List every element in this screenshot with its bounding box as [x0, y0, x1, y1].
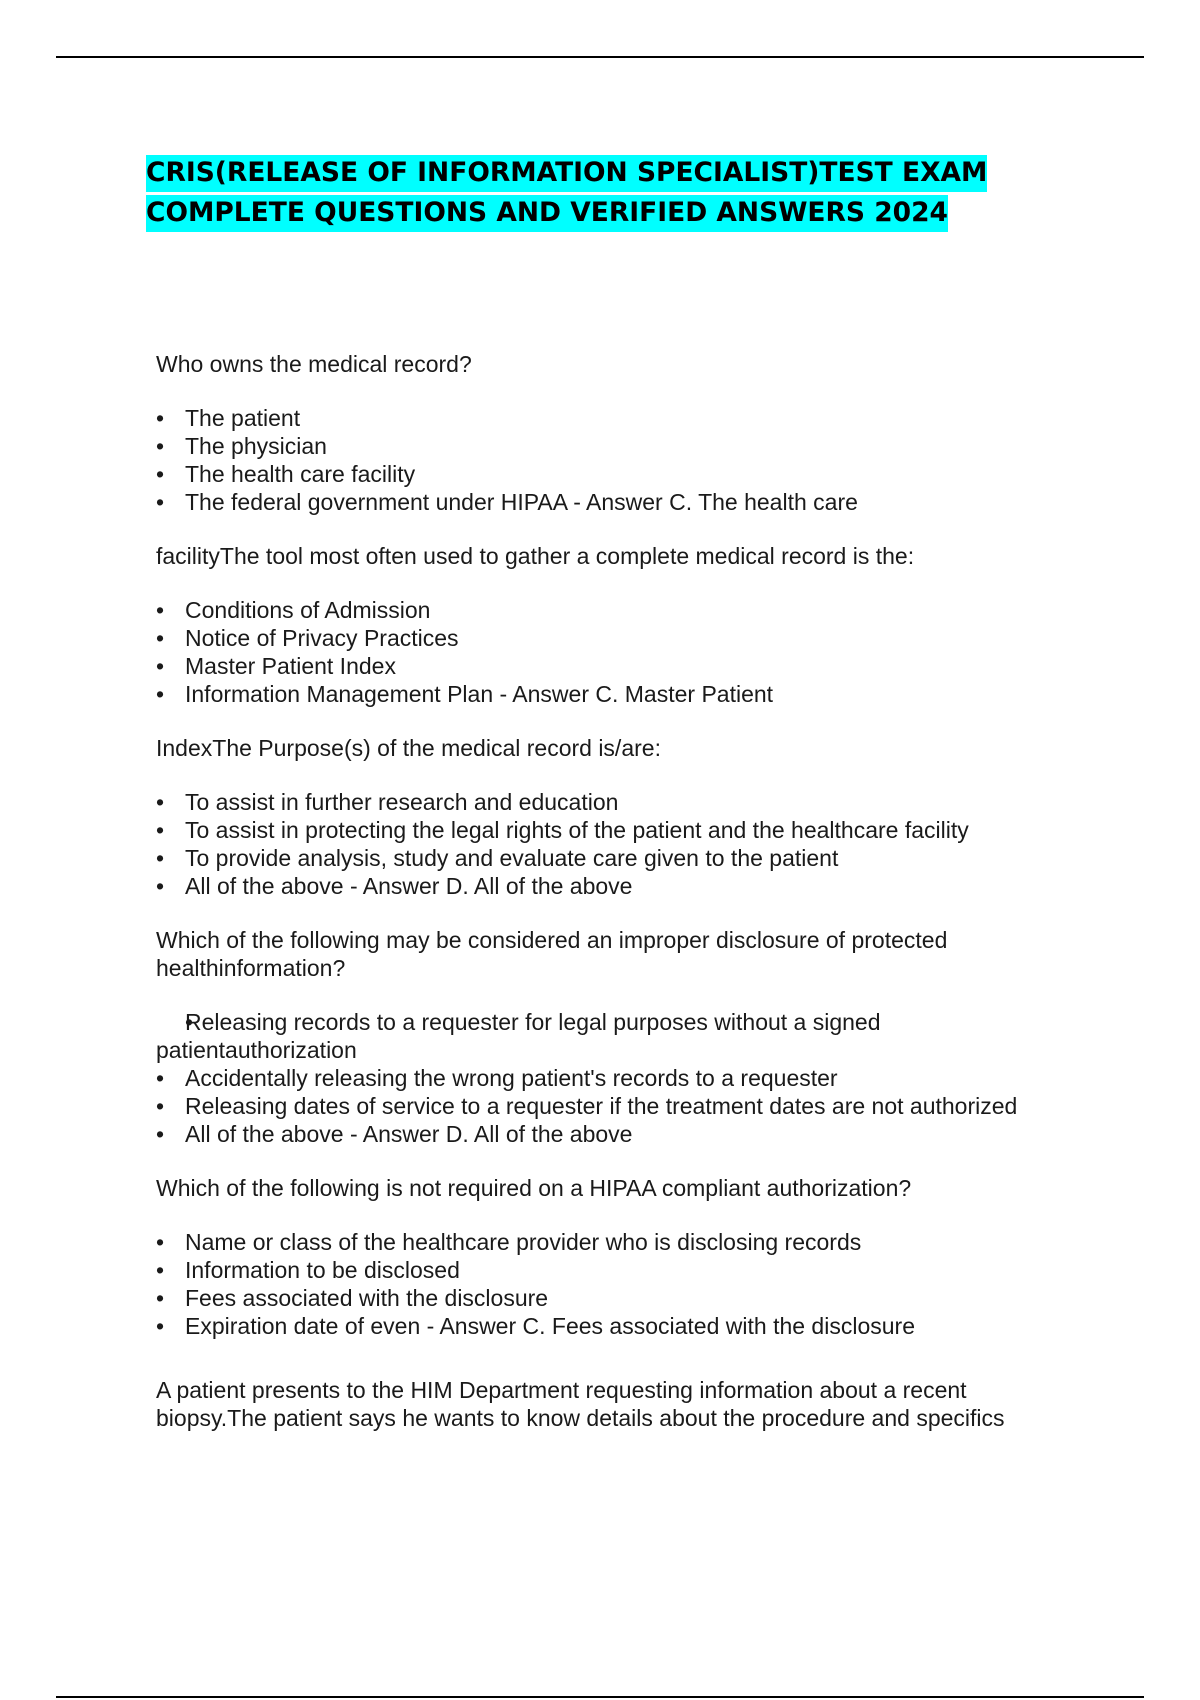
answer-option: • Information Management Plan - Answer C. Master Patient: [156, 680, 1076, 708]
question-text: A patient presents to the HIM Department requesting information about a recent biopsy.The patient says he wants to know details about the procedure and specifics: [156, 1377, 1005, 1431]
answer-option: • The patient: [156, 404, 1076, 432]
answer-options: [156, 596, 1076, 708]
bottom-rule: [56, 1696, 1144, 1698]
document-title: [146, 153, 1146, 233]
answer-option: • The physician: [156, 432, 1076, 460]
question-text: Who owns the medical record?: [156, 351, 472, 377]
answer-option: • Releasing dates of service to a requester if the treatment dates are not authorized: [156, 1092, 1076, 1120]
question-text: IndexThe Purpose(s) of the medical record is/are:: [156, 735, 661, 761]
answer-option: • To provide analysis, study and evaluate care given to the patient: [156, 844, 1076, 872]
top-rule: [56, 56, 1144, 58]
answer-option: • The federal government under HIPAA - Answer C. The health care: [156, 488, 1076, 516]
question-text: Which of the following may be considered an improper disclosure of protected healthinformation?: [156, 927, 948, 981]
answer-option: • Fees associated with the disclosure: [156, 1284, 1076, 1312]
answer-option: • All of the above - Answer D. All of the above: [156, 872, 1076, 900]
answer-options: [156, 788, 1076, 900]
title-line-2: COMPLETE QUESTIONS AND VERIFIED ANSWERS 2024: [146, 195, 948, 232]
answer-option: • To assist in protecting the legal rights of the patient and the healthcare facility: [156, 816, 1076, 844]
answer-option: • Notice of Privacy Practices: [156, 624, 1076, 652]
answer-option: • Name or class of the healthcare provider who is disclosing records: [156, 1228, 1076, 1256]
answer-options: [156, 1228, 1076, 1340]
answer-option: • Conditions of Admission: [156, 596, 1076, 624]
question-text: Which of the following is not required on a HIPAA compliant authorization?: [156, 1175, 912, 1201]
answer-option: • Releasing records to a requester for legal purposes without a signed patientauthorization: [156, 1008, 1076, 1064]
question-list: [156, 350, 1076, 1432]
answer-option: • Information to be disclosed: [156, 1256, 1076, 1284]
title-line-1: CRIS(RELEASE OF INFORMATION SPECIALIST)TEST EXAM: [146, 155, 987, 192]
answer-option: • Master Patient Index: [156, 652, 1076, 680]
answer-option: • The health care facility: [156, 460, 1076, 488]
question-text: facilityThe tool most often used to gather a complete medical record is the:: [156, 543, 915, 569]
answer-options: [156, 1008, 1076, 1148]
answer-option: • To assist in further research and education: [156, 788, 1076, 816]
answer-option: • Expiration date of even - Answer C. Fees associated with the disclosure: [156, 1312, 1076, 1340]
answer-option: • All of the above - Answer D. All of the above: [156, 1120, 1076, 1148]
answer-option: • Accidentally releasing the wrong patient's records to a requester: [156, 1064, 1076, 1092]
answer-options: [156, 404, 1076, 516]
